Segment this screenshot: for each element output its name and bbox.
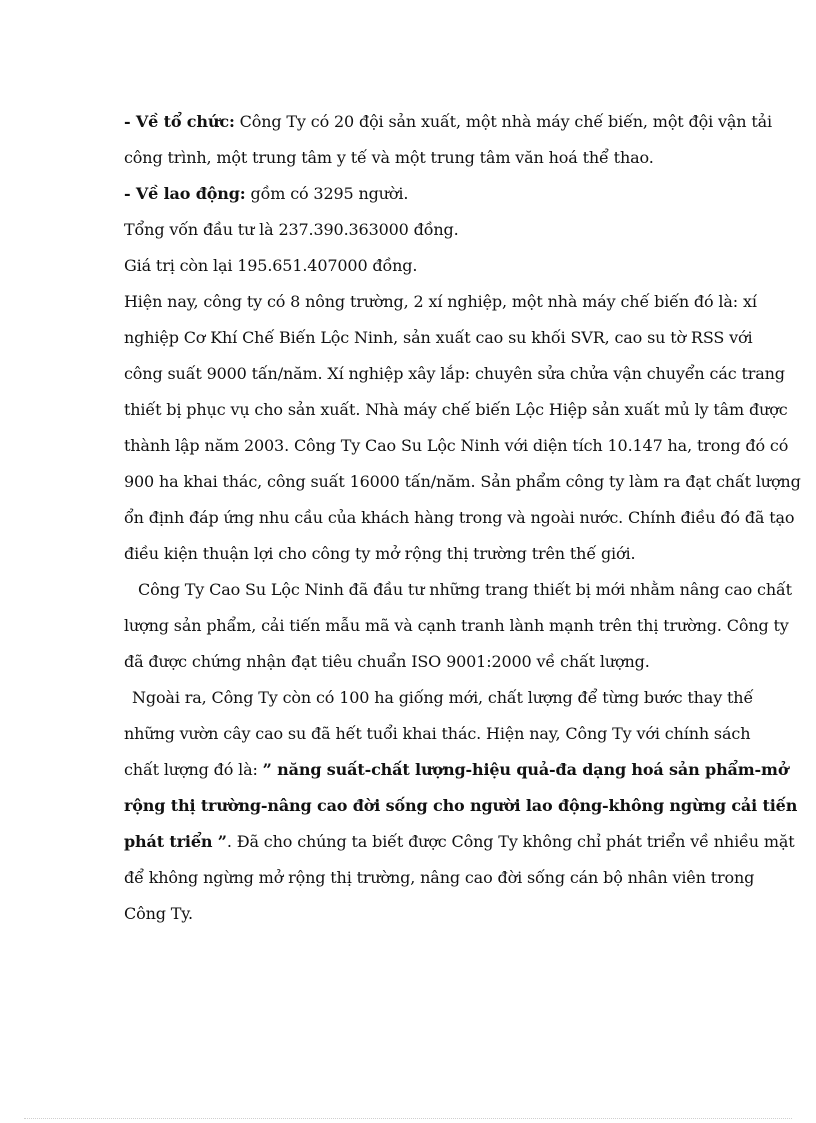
intro-paragraph-line: Hiện nay, công ty có 8 nông trường, 2 xí nghiệp, một nhà máy chế biến đó là: xí [124, 292, 757, 311]
policy-paragraph-line: những vườn cây cao su đã hết tuổi khai thác. Hiện nay, Công Ty với chính sách [124, 724, 751, 743]
intro-paragraph-line: nghiệp Cơ Khí Chế Biến Lộc Ninh, sản xuất cao su khối SVR, cao su tờ RSS với [124, 328, 753, 347]
intro-paragraph-line: điều kiện thuận lợi cho công ty mở rộng thị trường trên thế giới. [124, 544, 636, 563]
intro-paragraph-line: 900 ha khai thác, công suất 16000 tấn/năm. Sản phẩm công ty làm ra đạt chất lượng [124, 472, 801, 491]
page-bottom-divider [24, 1118, 792, 1119]
policy-paragraph-line: Công Ty. [124, 904, 193, 923]
labor-text: gồm có 3295 người. [245, 184, 409, 203]
document-page [124, 104, 801, 932]
labor-label: - Về lao động: [124, 184, 246, 203]
org-text: Công Ty có 20 đội sản xuất, một nhà máy chế biến, một đội vận tải [234, 112, 773, 131]
policy-paragraph-line [124, 752, 789, 788]
capital-line: Tổng vốn đầu tư là 237.390.363000 đồng. [124, 220, 459, 239]
policy-slogan-line: rộng thị trường-nâng cao đời sống cho người lao động-không ngừng cải tiến [124, 796, 798, 815]
investment-paragraph-line: đã được chứng nhận đạt tiêu chuẩn ISO 9001:2000 về chất lượng. [124, 652, 650, 671]
labor-line [124, 176, 736, 212]
org-paragraph-line-2: công trình, một trung tâm y tế và một trung tâm văn hoá thể thao. [124, 148, 654, 167]
org-label: - Về tổ chức: [124, 112, 235, 131]
policy-slogan: ” năng suất-chất lượng-hiệu quả-đa dạng hoá sản phẩm-mở [262, 760, 789, 779]
policy-paragraph-line [124, 824, 795, 860]
investment-paragraph-line: Công Ty Cao Su Lộc Ninh đã đầu tư những trang thiết bị mới nhằm nâng cao chất [138, 580, 792, 599]
intro-paragraph-line: thiết bị phục vụ cho sản xuất. Nhà máy chế biến Lộc Hiệp sản xuất mủ ly tâm được [124, 400, 788, 419]
intro-paragraph-line: thành lập năm 2003. Công Ty Cao Su Lộc Ninh với diện tích 10.147 ha, trong đó có [124, 436, 789, 455]
intro-paragraph-line: công suất 9000 tấn/năm. Xí nghiệp xây lắp: chuyên sửa chửa vận chuyển các trang [124, 364, 785, 383]
intro-paragraph-line: ổn định đáp ứng nhu cầu của khách hàng trong và ngoài nước. Chính điều đó đã tạo [124, 508, 795, 527]
investment-paragraph-line: lượng sản phẩm, cải tiến mẫu mã và cạnh tranh lành mạnh trên thị trường. Công ty [124, 616, 789, 635]
remaining-value-line: Giá trị còn lại 195.651.407000 đồng. [124, 256, 418, 275]
org-paragraph-line-1 [124, 104, 773, 140]
policy-text: . Đã cho chúng ta biết được Công Ty không chỉ phát triển về nhiều mặt [226, 832, 795, 851]
policy-intro-text: chất lượng đó là: [124, 760, 263, 779]
policy-slogan-end: phát triển ” [124, 832, 227, 851]
policy-paragraph-line: để không ngừng mở rộng thị trường, nâng cao đời sống cán bộ nhân viên trong [124, 868, 755, 887]
policy-paragraph-line: Ngoài ra, Công Ty còn có 100 ha giống mới, chất lượng để từng bước thay thế [132, 688, 754, 707]
